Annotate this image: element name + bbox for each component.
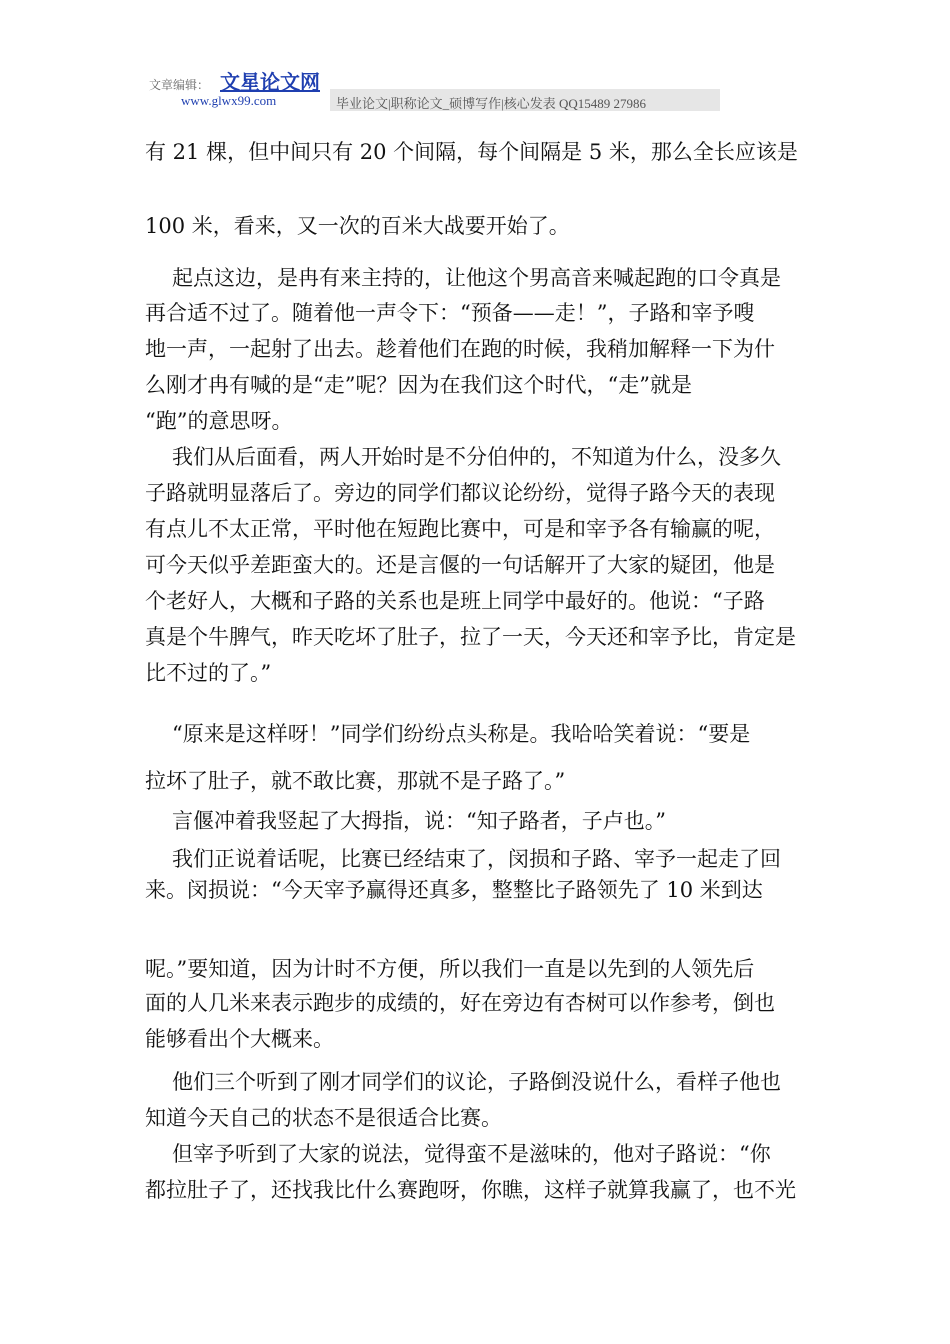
text-line: 起点这边，是冉有来主持的，让他这个男高音来喊起跑的口令真是 bbox=[172, 266, 781, 290]
text-line: 再合适不过了。随着他一声令下：“预备——走！”，子路和宰予嗖 bbox=[145, 301, 755, 325]
text-line: 真是个牛脾气，昨天吃坏了肚子，拉了一天，今天还和宰予比，肯定是 bbox=[145, 625, 796, 649]
text-line: 能够看出个大概来。 bbox=[145, 1027, 334, 1051]
text-line: 子路就明显落后了。旁边的同学们都议论纷纷，觉得子路今天的表现 bbox=[145, 481, 775, 505]
text-line: 可今天似乎差距蛮大的。还是言偃的一句话解开了大家的疑团，他是 bbox=[145, 553, 775, 577]
text-line: 但宰予听到了大家的说法，觉得蛮不是滋味的，他对子路说：“你 bbox=[172, 1142, 771, 1166]
site-logo-link[interactable]: 文星论文网 bbox=[220, 70, 320, 94]
text-line: 拉坏了肚子，就不敢比赛，那就不是子路了。” bbox=[145, 769, 566, 793]
site-url-link[interactable]: www.glwx99.com bbox=[181, 93, 277, 108]
text-line: “跑”的意思呀。 bbox=[145, 409, 293, 433]
text-line: 来。闵损说：“今天宰予赢得还真多，整整比子路领先了 10 米到达 bbox=[145, 878, 763, 902]
site-tagline: 毕业论文|职称论文_硕博写作|核心发表 QQ15489 27986 bbox=[336, 96, 646, 111]
text-line: 个老好人，大概和子路的关系也是班上同学中最好的。他说：“子路 bbox=[145, 589, 765, 613]
text-line: 100 米，看来，又一次的百米大战要开始了。 bbox=[145, 214, 570, 238]
text-line: 么刚才冉有喊的是“走”呢？因为在我们这个时代，“走”就是 bbox=[145, 373, 692, 397]
text-line: 都拉肚子了，还找我比什么赛跑呀，你瞧，这样子就算我赢了，也不光 bbox=[145, 1178, 796, 1202]
editor-label: 文章编辑： bbox=[149, 78, 210, 92]
text-line: 我们从后面看，两人开始时是不分伯仲的，不知道为什么，没多久 bbox=[172, 445, 781, 469]
text-line: 知道今天自己的状态不是很适合比赛。 bbox=[145, 1106, 502, 1130]
text-line: 呢。”要知道，因为计时不方便，所以我们一直是以先到的人领先后 bbox=[145, 957, 755, 981]
text-line: 地一声，一起射了出去。趁着他们在跑的时候，我稍加解释一下为什 bbox=[145, 337, 775, 361]
text-line: 我们正说着话呢，比赛已经结束了，闵损和子路、宰予一起走了回 bbox=[172, 847, 781, 871]
text-line: 面的人几米来表示跑步的成绩的，好在旁边有杏树可以作参考，倒也 bbox=[145, 991, 775, 1015]
text-line: 有 21 棵，但中间只有 20 个间隔，每个间隔是 5 米，那么全长应该是 bbox=[145, 140, 798, 164]
text-line: 比不过的了。” bbox=[145, 661, 272, 685]
text-line: 他们三个听到了刚才同学们的议论，子路倒没说什么，看样子他也 bbox=[172, 1070, 781, 1094]
text-line: 有点儿不太正常，平时他在短跑比赛中，可是和宰予各有输赢的呢， bbox=[145, 517, 775, 541]
text-line: “原来是这样呀！”同学们纷纷点头称是。我哈哈笑着说：“要是 bbox=[172, 722, 751, 746]
text-line: 言偃冲着我竖起了大拇指，说：“知子路者，子卢也。” bbox=[172, 809, 666, 833]
